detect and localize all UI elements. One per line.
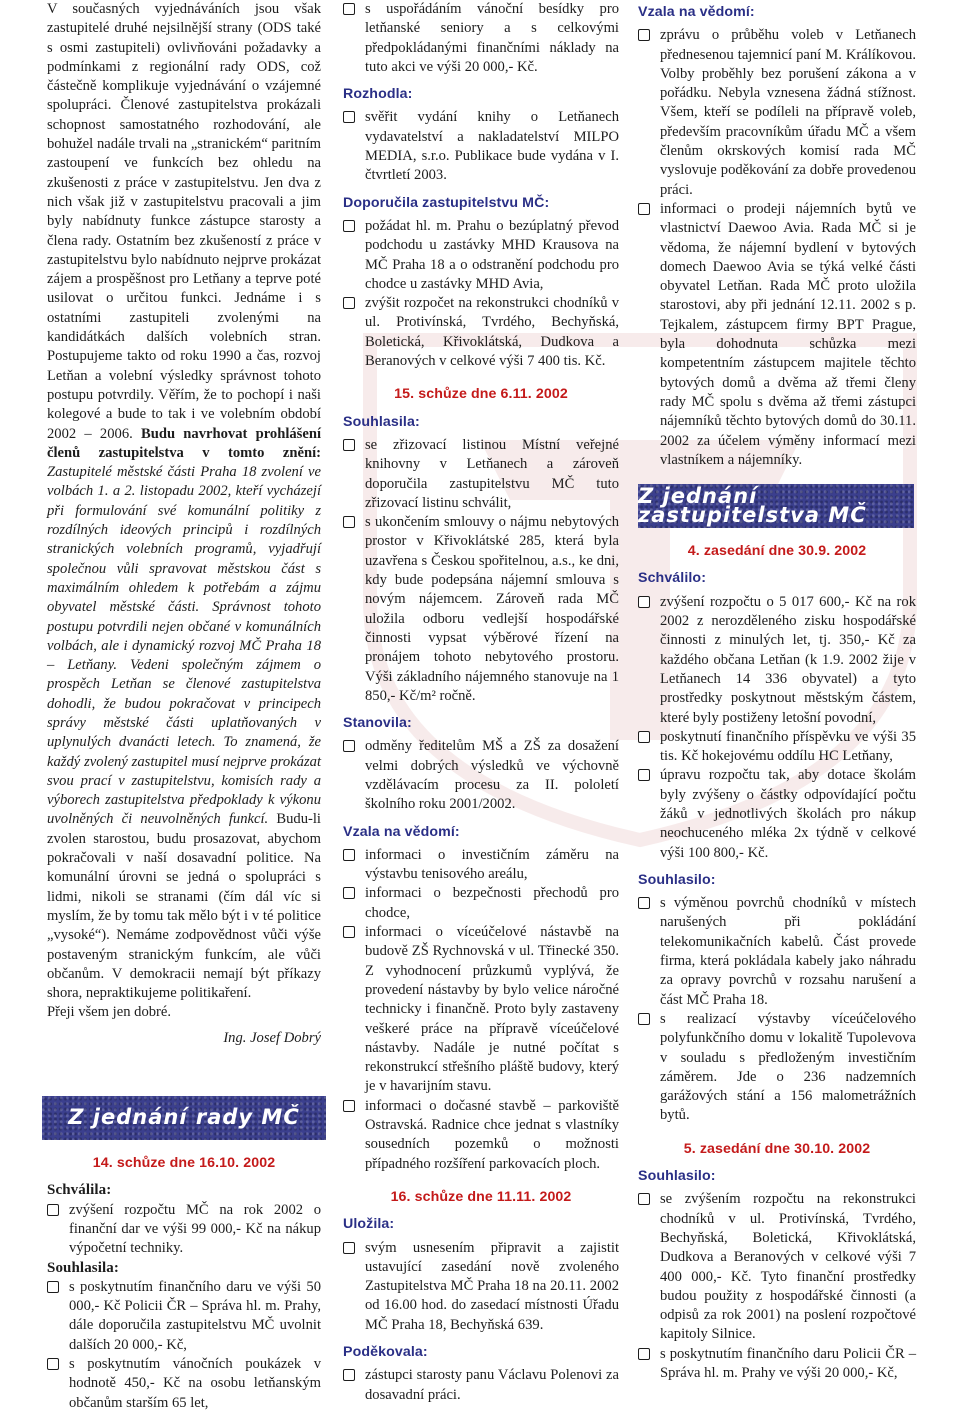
list-item: informaci o víceúčelové nástavbě na budově ZŠ Rychnovská v ul. Třinecké 350. Z vyhodnocení průzkumů vyplývá, že provedení nástavby by bylo velice náročné technicky i finančně. Proto byly zastaveny veškeré práce na přípravě víceúčelové nástavby. Nadále je nutné počítat s rekonstrukcí střešního pláště budovy, který je v havarijním stavu. <box>343 923 619 1097</box>
list-item: úpravu rozpočtu tak, aby dotace školám byly zvýšeny o částky odpovídající počtu žáků v jednotlivých školách pro nákup neochuceného mléka 2x týdně v celkové výši 100 800,- Kč. <box>638 766 916 862</box>
list-item: informaci o dočasné stavbě – parkoviště Ostravská. Radnice chce jednat s vlastníky sousedních pozemků o možnosti případného rozšíření parkovacích ploch. <box>343 1097 619 1174</box>
list-item: zprávu o průběhu voleb v Letňanech přednesenou tajemnicí paní M. Králíkovou. Volby proběhly bez porušení zákona a v pořádku. Nebyla vznesena žádná stížnost. Všem, kteří se podíleli na přípravě voleb, především pracovníkům úřadu MČ a všem členům okrskových komisí rada MČ vyslovuje poděkování za dobře provedenou práci. <box>638 26 916 200</box>
column-1 <box>47 0 321 1413</box>
checkbox-icon <box>47 1358 59 1370</box>
checkbox-icon <box>47 1281 59 1293</box>
list-vedomi <box>638 26 916 470</box>
checkbox-icon <box>343 439 355 451</box>
signature: Ing. Josef Dobrý <box>223 1029 321 1046</box>
checkbox-icon <box>638 1193 650 1205</box>
list-item: poskytnutí finančního příspěvku ve výši 35 tis. Kč hokejovému oddílu HC Letňany, <box>638 728 916 767</box>
list-ulozila <box>343 1239 619 1335</box>
subheading-souhlasilo-2: Souhlasilo: <box>638 1168 716 1185</box>
list-item: s uspořádáním vánoční besídky pro letňanské seniory a s celkovými předpokládanými finančními náklady na tuto akci ve výši 20 000,- Kč. <box>343 0 619 77</box>
checkbox-icon <box>343 3 355 15</box>
subheading-ulozila: Uložila: <box>343 1216 395 1233</box>
list-souhlasila <box>47 1278 321 1413</box>
list-item: s poskytnutím finančního daru Policii ČR – Správa hl. m. Prahy ve výši 20 000,- Kč, <box>638 1345 916 1384</box>
article-paragraph-2: Budu-li zvolen starostou, budu prosazovat, abychom pokračovali v naší dosavadní politice. Na komunální úrovni se jedná o spolupráci s lidmi, nikoli se stranami (čím dál víc si myslím, že by tomu tak mělo být i v té politice „vysoké“). Nemáme zodpovědnost vůči výše postaveným stranickým funkcím, ale vůči občanům. V demokracii nemají být příkazy shora, nepraktikujeme politikaření. <box>47 811 321 1002</box>
checkbox-icon <box>47 1204 59 1216</box>
subheading-souhlasilo: Souhlasilo: <box>638 871 716 888</box>
list-item: požádat hl. m. Prahu o bezúplatný převod podchodu u zastávky MHD Krausova na MČ Praha 18 a o odstranění podchodu pro chodce u zastávky MHD Avia, <box>343 217 619 294</box>
checkbox-icon <box>638 769 650 781</box>
list-stanovila <box>343 737 619 814</box>
list-souhlasilo-2 <box>638 1190 916 1383</box>
meeting-heading-2: 16. schůze dne 11.11. 2002 <box>390 1188 572 1205</box>
list-item: zvýšit rozpočet na rekonstrukci chodníků v ul. Protivínská, Tvrdého, Bechyňská, Boletická, Křivoklátská, Dudkova a Beranových v celkové výši 7 400 tis. Kč. <box>343 294 619 371</box>
checkbox-icon <box>343 1100 355 1112</box>
declaration-text: Zastupitelé městské části Praha 18 zvolení ve volbách 1. a 2. listopadu 2002, kteří vycházejí při formulování své komunální politiky z rozdílných ideových principů i rozdílných stranických volebních programů, vyjadřují společnou vůli spravovat městskou část s maximálním ohledem k potřebám a zájmu obyvatel městské části. Správnost tohoto postupu potvrdili nejen občané v komunálních volbách, ale i dynamický rozvoj MČ Praha 18 – Letňany. Vedeni společným zájmem o prospěch Letňan se členové zastupitelstva dohodli, že budou pokračovat v principech správy městské části uplatňovaných v uplynulých dvanácti letech. To znamená, že každý zvolený zastupitel musí nejprve prokázat svou prací v zastupitelstvu, komisích rady a výborech zastupitelstva předpoklady k výkonu uvolněných či neuvolněných funkcí. <box>47 464 321 828</box>
checkbox-icon <box>638 1348 650 1360</box>
list-doporucila <box>343 217 619 371</box>
declaration-intro: Budu navrhovat prohlášení členů zastupitelstva v tomto znění: <box>47 425 322 461</box>
list-item: odměny ředitelům MŠ a ZŠ za dosažení velmi dobrých výsledků ve výchovně vzdělávacím procesu za II. pololetí školního roku 2001/2002. <box>343 737 619 814</box>
subheading-vedomi: Vzala na vědomí: <box>638 4 755 20</box>
list-item: zástupci starosty panu Václavu Polenovi za dosavadní práci. <box>343 1366 619 1405</box>
subheading-schvalila: Schválila: <box>47 1182 112 1199</box>
section-banner-assembly: Z jednání zastupitelstva MČ <box>638 484 914 528</box>
subheading-souhlasila: Souhlasila: <box>343 413 420 430</box>
subheading-rozhodla: Rozhodla: <box>343 86 413 103</box>
checkbox-icon <box>343 1242 355 1254</box>
list-top <box>343 0 619 77</box>
meeting-heading-2: 5. zasedání dne 30.10. 2002 <box>683 1140 871 1157</box>
list-rozhodla <box>343 108 619 185</box>
subheading-podekovala: Poděkovala: <box>343 1344 428 1360</box>
checkbox-icon <box>343 1369 355 1381</box>
checkbox-icon <box>343 849 355 861</box>
section-banner-council: Z jednání rady MČ <box>42 1096 326 1140</box>
list-item: s realizací výstavby víceúčelového polyfunkčního domu v lokalitě Tupolevova v souladu s předloženým investičním záměrem. Jde o 236 nadzemních garážových stání a 156 malometrážních bytů. <box>638 1010 916 1126</box>
checkbox-icon <box>343 220 355 232</box>
list-item: s ukončením smlouvy o nájmu nebytových prostor v Křivoklátské 285, která byla uzavřena s Českou spořitelnou, a.s., ke dni, kdy bude podepsána nájemní smlouva s novým nájemcem. Zároveň rada MČ uložila odboru vedlejší hospodářské činnosti vypsat výběrové řízení na pronájem tohoto nebytového prostoru. Výši základního nájemného stanovuje na 1 850,- Kč/m² ročně. <box>343 513 619 706</box>
checkbox-icon <box>343 926 355 938</box>
checkbox-icon <box>343 740 355 752</box>
checkbox-icon <box>343 887 355 899</box>
list-vedomi <box>343 846 619 1174</box>
checkbox-icon <box>638 203 650 215</box>
subheading-vedomi: Vzala na vědomí: <box>343 823 460 840</box>
checkbox-icon <box>638 731 650 743</box>
list-item: informaci o bezpečnosti přechodů pro chodce, <box>343 884 619 923</box>
list-schvalilo <box>638 593 916 863</box>
column-3 <box>638 0 916 1383</box>
checkbox-icon <box>638 897 650 909</box>
closing-wish: Přeji všem jen dobré. <box>47 1004 172 1021</box>
meeting-heading: 4. zasedání dne 30.9. 2002 <box>687 543 867 560</box>
list-item: svěřit vydání knihy o Letňanech vydavatelství a nakladatelství MILPO MEDIA, s.r.o. Publikace bude vydána v I. čtvrtletí 2003. <box>343 108 619 185</box>
list-podekovala <box>343 1366 619 1405</box>
list-item: zvýšení rozpočtu o 5 017 600,- Kč na rok 2002 z nerozděleného zisku hospodářské činnosti z minulých let, tj. 350,- Kč za každého občana Letňan (k 1.9. 2002 žije v Letňanech 14 336 obyvatel) a tyto prostředky poskytnout městským částem, které byly postiženy letošní povodní, <box>638 593 916 728</box>
checkbox-icon <box>343 516 355 528</box>
subheading-doporucila: Doporučila zastupitelstvu MČ: <box>343 194 550 211</box>
list-item: se zvýšením rozpočtu na rekonstrukci chodníků v ul. Protivínská, Tvrdého, Bechyňská, Boletická, Křivoklátská, Dudkova a Beranových v celkové výši 7 400 000,- Kč. Tyto finanční prostředky budou použity z hospodářské činnosti (a odpisů za rok 2001) na poslení rozpočtové kapitoly Silnice. <box>638 1190 916 1344</box>
subheading-souhlasila: Souhlasila: <box>47 1259 119 1276</box>
column-2 <box>343 0 619 1405</box>
list-item: zvýšení rozpočtu MČ na rok 2002 o finanční dar ve výši 99 000,- Kč na nákup výpočetní techniky. <box>47 1201 321 1259</box>
list-item: s výměnou povrchů chodníků v místech narušených při pokládání telekomunikačních kabelů. Část provede firma, která pokládala kabely jako náhradu za opravy povrchů v rozsahu narušení a část MČ Praha 18. <box>638 894 916 1010</box>
meeting-heading: 15. schůze dne 6.11. 2002 <box>394 386 568 403</box>
list-item: informaci o prodeji nájemních bytů ve vlastnictví Daewoo Avia. Rada MČ si je vědoma, že nájemní bydlení v bytových domech Daewoo Avia se týká velké části obyvatel Letňan. Rada MČ proto uložila starostovi, aby při jednání 12.11. 2002 s p. Tejkalem, zástupcem firmy BPT Prague, byla dohodnuta schůzka mezi kompetentním zástupcem majitele těchto bytových domů a dvěma až třemi členy rady MČ spolu s dvěma až třemi zástupci nájemníků těchto bytových domů do 30.11. 2002 za účelem výměny informací mezi vlastníkem a nájemníky. <box>638 200 916 470</box>
list-item: svým usnesením připravit a zajistit ustavující zasedání nově zvoleného Zastupitelstva MČ Praha 18 na 20.11. 2002 od 16.00 hod. do zasedací místnosti Úřadu MČ Praha 18, Bechyňská 639. <box>343 1239 619 1335</box>
list-item: informaci o investičním záměru na výstavbu tenisového areálu, <box>343 846 619 885</box>
checkbox-icon <box>638 29 650 41</box>
list-schvalila <box>47 1201 321 1259</box>
subheading-schvalilo: Schválilo: <box>638 570 707 587</box>
meeting-heading: 14. schůze dne 16.10. 2002 <box>92 1155 276 1172</box>
article-text <box>47 0 321 1003</box>
list-item: s poskytnutím finančního daru ve výši 50 000,- Kč Policii ČR – Správa hl. m. Prahy, dále doporučila zastupitelstvu MČ uvolnit dalších 20 000,- Kč, <box>47 1278 321 1355</box>
checkbox-icon <box>343 111 355 123</box>
checkbox-icon <box>638 1013 650 1025</box>
checkbox-icon <box>343 297 355 309</box>
list-souhlasila <box>343 436 619 706</box>
checkbox-icon <box>638 596 650 608</box>
list-item: s poskytnutím vánočních poukázek v hodnotě 450,- Kč na osobu letňanským občanům starším 65 let, <box>47 1355 321 1413</box>
article-paragraph: V současných vyjednáváních jsou však zastupitelé druhé nejsilnější strany (ODS také s osmi zastupiteli) ovlivňováni požadavky a podmínkami z regionální rady ODS, což částečně komplikuje vyjednávání o vzájemné spolupráci. Členové zastupitelstva prokázali schopnost samostatného rozhodování, ale bohužel nadále trvali na „stranickém“ paritním zastoupení ve funkcích bez ohledu na zkušenosti z práce v zastupitelstvu. Jen dva z nich však již v zastupitelstvu pracovali a jim byly nabídnuty funkce zástupce starosty a člena rady. Ostatním bez zkušeností z práce v zastupitelstvu bylo nabídnuto nejprve prokázat zájem a prospěšnost pro Letňany a teprve poté usilovat o určitou funkci. Jednáme i s ostatními zastupiteli zvolenými na kandidátkách dalších volebních stran. Postupujeme takto od roku 1990 a čas, rozvoj Letňan a volební výsledky správnost tohoto postupu potvrdily. Věřím, že to pochopí i naši kolegové a bude to tak i ve volebním období 2002 – 2006. <box>47 1 321 442</box>
list-item: se zřizovací listinou Místní veřejné knihovny v Letňanech a zároveň doporučila zastupitelstvu MČ tuto zřizovací listinu schválit, <box>343 436 619 513</box>
subheading-stanovila: Stanovila: <box>343 715 412 732</box>
list-souhlasilo <box>638 894 916 1126</box>
